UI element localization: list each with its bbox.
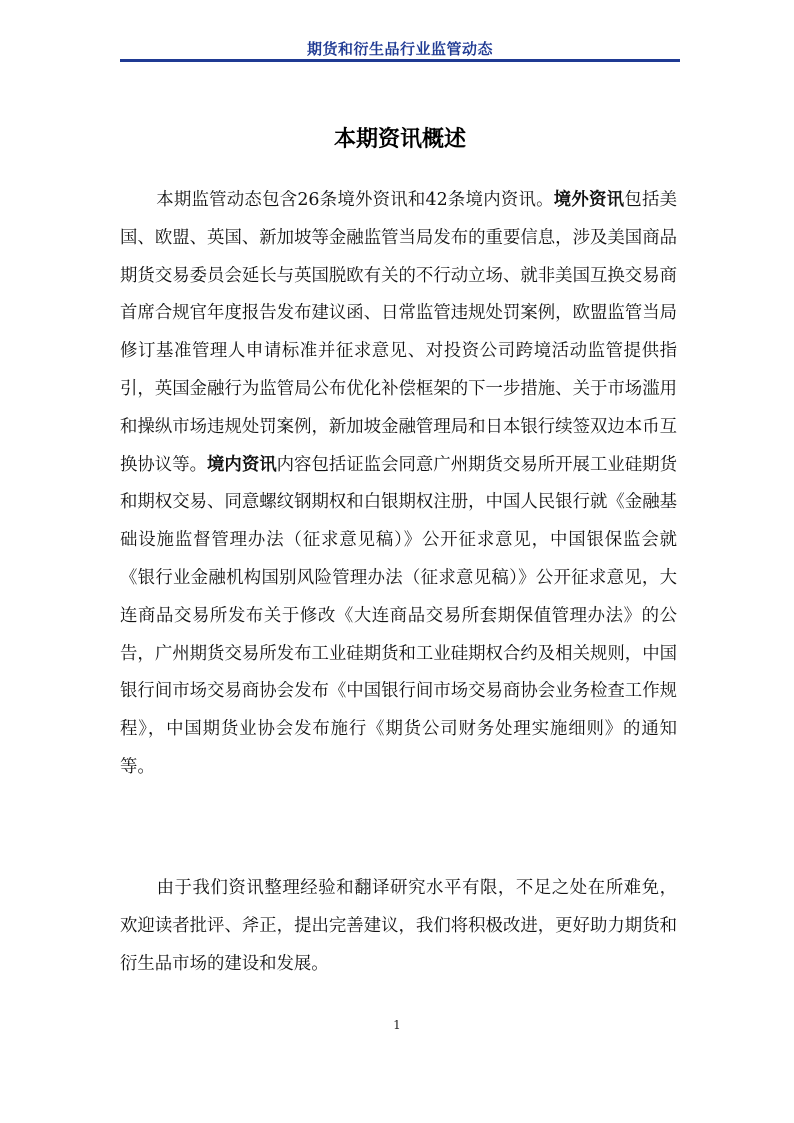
overseas-news-text: 包括美国、欧盟、英国、新加坡等金融监管当局发布的重要信息，涉及美国商品期货交易委员会延长与英国脱欧有关的不行动立场、就非美国互换交易商首席合规官年度报告发布建议函、日常监管违规处罚案例，欧盟监管当局修订基准管理人申请标准并征求意见、对投资公司跨境活动监管提供指引，英国金融行为监管局公布优化补偿框架的下一步措施、关于市场滥用和操纵市场违规处罚案例，新加坡金融管理局和日本银行续签双边本币互换协议等。 (120, 190, 677, 475)
summary-intro-text: 本期监管动态包含26条境外资讯和42条境内资讯。 (156, 190, 554, 210)
page-number: 1 (393, 1018, 401, 1032)
closing-paragraph (120, 870, 677, 983)
header-title: 期货和衍生品行业监管动态 (306, 40, 493, 58)
summary-paragraph (120, 182, 677, 787)
page-title: 本期资讯概述 (333, 127, 466, 152)
domestic-news-text: 内容包括证监会同意广州期货交易所开展工业硅期货和期权交易、同意螺纹钢期权和白银期权注册，中国人民银行就《金融基础设施监督管理办法（征求意见稿）》公开征求意见，中国银保监会就《银行业金融机构国别风险管理办法（征求意见稿）》公开征求意见，大连商品交易所发布关于修改《大连商品交易所套期保值管理办法》的公告，广州期货交易所发布工业硅期货和工业硅期权合约及相关规则，中国银行间市场交易商协会发布《中国银行间市场交易商协会业务检查工作规程》，中国期货业协会发布施行《期货公司财务处理实施细则》的通知等。 (120, 454, 677, 777)
domestic-news-label: 境内资讯 (207, 454, 277, 475)
overseas-news-label: 境外资讯 (553, 190, 625, 210)
closing-text: 由于我们资讯整理经验和翻译研究水平有限，不足之处在所难免，欢迎读者批评、斧正，提出完善建议，我们将积极改进，更好助力期货和衍生品市场的建设和发展。 (120, 878, 677, 974)
header-divider (120, 59, 680, 62)
